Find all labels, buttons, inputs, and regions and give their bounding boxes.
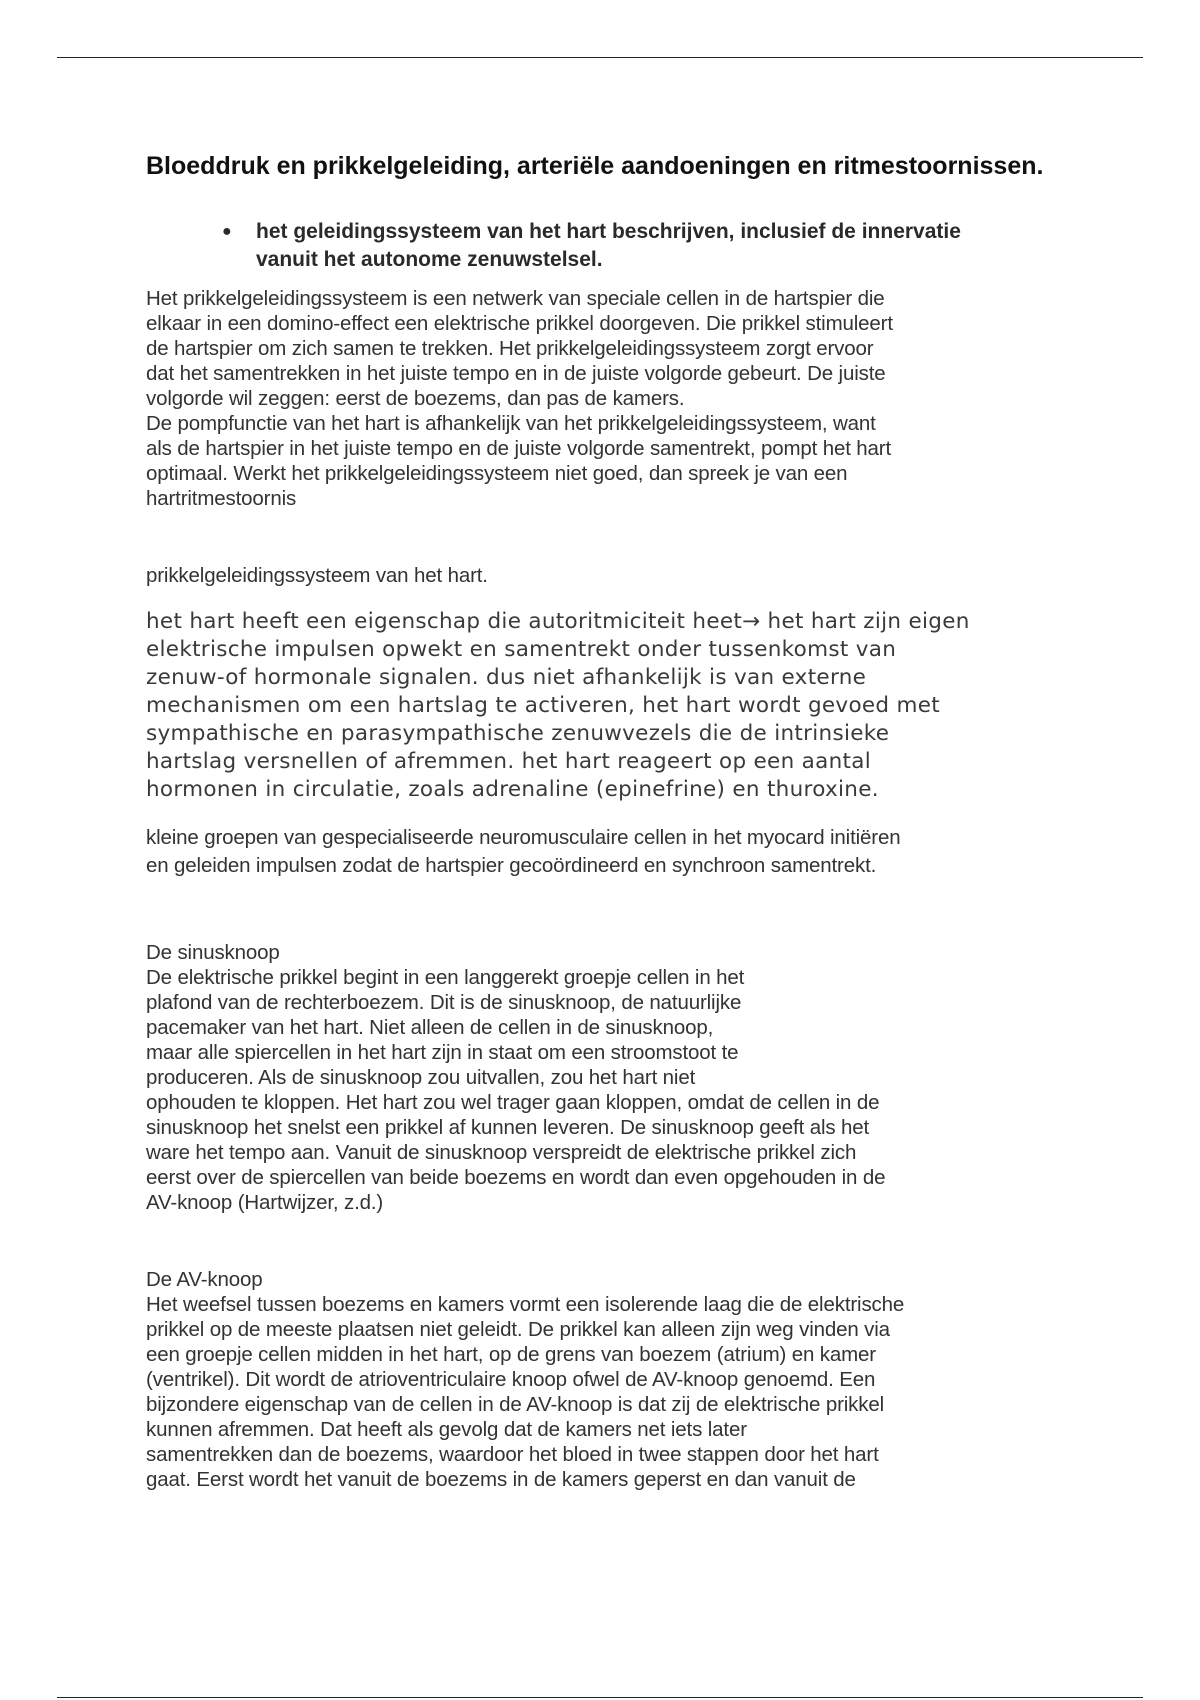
autorhythm-paragraph: het hart heeft een eigenschap die autoritmiciteit heet→ het hart zijn eigen elektrische impulsen opwekt en samentrekt onder tussenkomst van zenuw-of hormonale signalen. dus niet afhankelijk is van externe mechanismen om een hartslag te activeren, het hart wordt gevoed met sympathische en parasympathische zenuwvezels die de intrinsieke hartslag versnellen of afremmen. het hart reageert op een aantal hormonen in circulatie, zoals adrenaline (epinefrine) en thuroxine. [146,609,970,802]
objective-text: het geleidingssysteem van het hart beschrijven, inclusief de innervatie vanuit het autonome zenuwstelsel. [256,220,961,271]
section-subheading: prikkelgeleidingssysteem van het hart. [146,564,488,587]
bullet-dot-icon: ● [222,223,232,240]
objective-bullet [222,218,996,274]
sinus-section [146,940,1076,1215]
av-heading: De AV-knoop [146,1268,263,1291]
cells-paragraph: kleine groepen van gespecialiseerde neuromusculaire cellen in het myocard initiëren en geleiden impulsen zodat de hartspier gecoördineerd en synchroon samentrekt. [146,826,901,877]
sinus-heading: De sinusknoop [146,941,280,964]
av-section [146,1267,1076,1492]
bottom-rule [57,1697,1143,1698]
sinus-text: De elektrische prikkel begint in een langgerekt groepje cellen in het plafond van de rechterboezem. Dit is de sinusknoop, de natuurlijke pacemaker van het hart. Niet alleen de cellen in de sinusknoop, maar alle spiercellen in het hart zijn in staat om een stroomstoot te produceren. Als de sinusknoop zou uitvallen, zou het hart niet ophouden te kloppen. Het hart zou wel trager gaan kloppen, omdat de cellen in de sinusknoop het snelst een prikkel af kunnen leveren. De sinusknoop geeft als het ware het tempo aan. Vanuit de sinusknoop verspreidt de elektrische prikkel zich eerst over de spiercellen van beide boezems en wordt dan even opgehouden in de AV-knoop (Hartwijzer, z.d.) [146,966,886,1214]
document-body [146,148,1076,1492]
top-rule [57,57,1143,58]
document-title: Bloeddruk en prikkelgeleiding, arteriële aandoeningen en ritmestoornissen. [146,152,1044,180]
av-text: Het weefsel tussen boezems en kamers vormt een isolerende laag die de elektrische prikkel op de meeste plaatsen niet geleidt. De prikkel kan alleen zijn weg vinden via een groepje cellen midden in het hart, op de grens van boezem (atrium) en kamer (ventrikel). Dit wordt de atrioventriculaire knoop ofwel de AV-knoop genoemd. Een bijzondere eigenschap van de cellen in de AV-knoop is dat zij de elektrische prikkel kunnen afremmen. Dat heeft als gevolg dat de kamers net iets later samentrekken dan de boezems, waardoor het bloed in twee stappen door het hart gaat. Eerst wordt het vanuit de boezems in de kamers geperst en dan vanuit de [146,1293,905,1491]
intro-paragraph: Het prikkelgeleidingssysteem is een netwerk van speciale cellen in de hartspier die elkaar in een domino-effect een elektrische prikkel doorgeven. Die prikkel stimuleert de hartspier om zich samen te trekken. Het prikkelgeleidingssysteem zorgt ervoor dat het samentrekken in het juiste tempo en in de juiste volgorde gebeurt. De juiste volgorde wil zeggen: eerst de boezems, dan pas de kamers. De pompfunctie van het hart is afhankelijk van het prikkelgeleidingssysteem, want als de hartspier in het juiste tempo en de juiste volgorde samentrekt, pompt het hart optimaal. Werkt het prikkelgeleidingssysteem niet goed, dan spreek je van een hartritmestoornis [146,287,893,510]
